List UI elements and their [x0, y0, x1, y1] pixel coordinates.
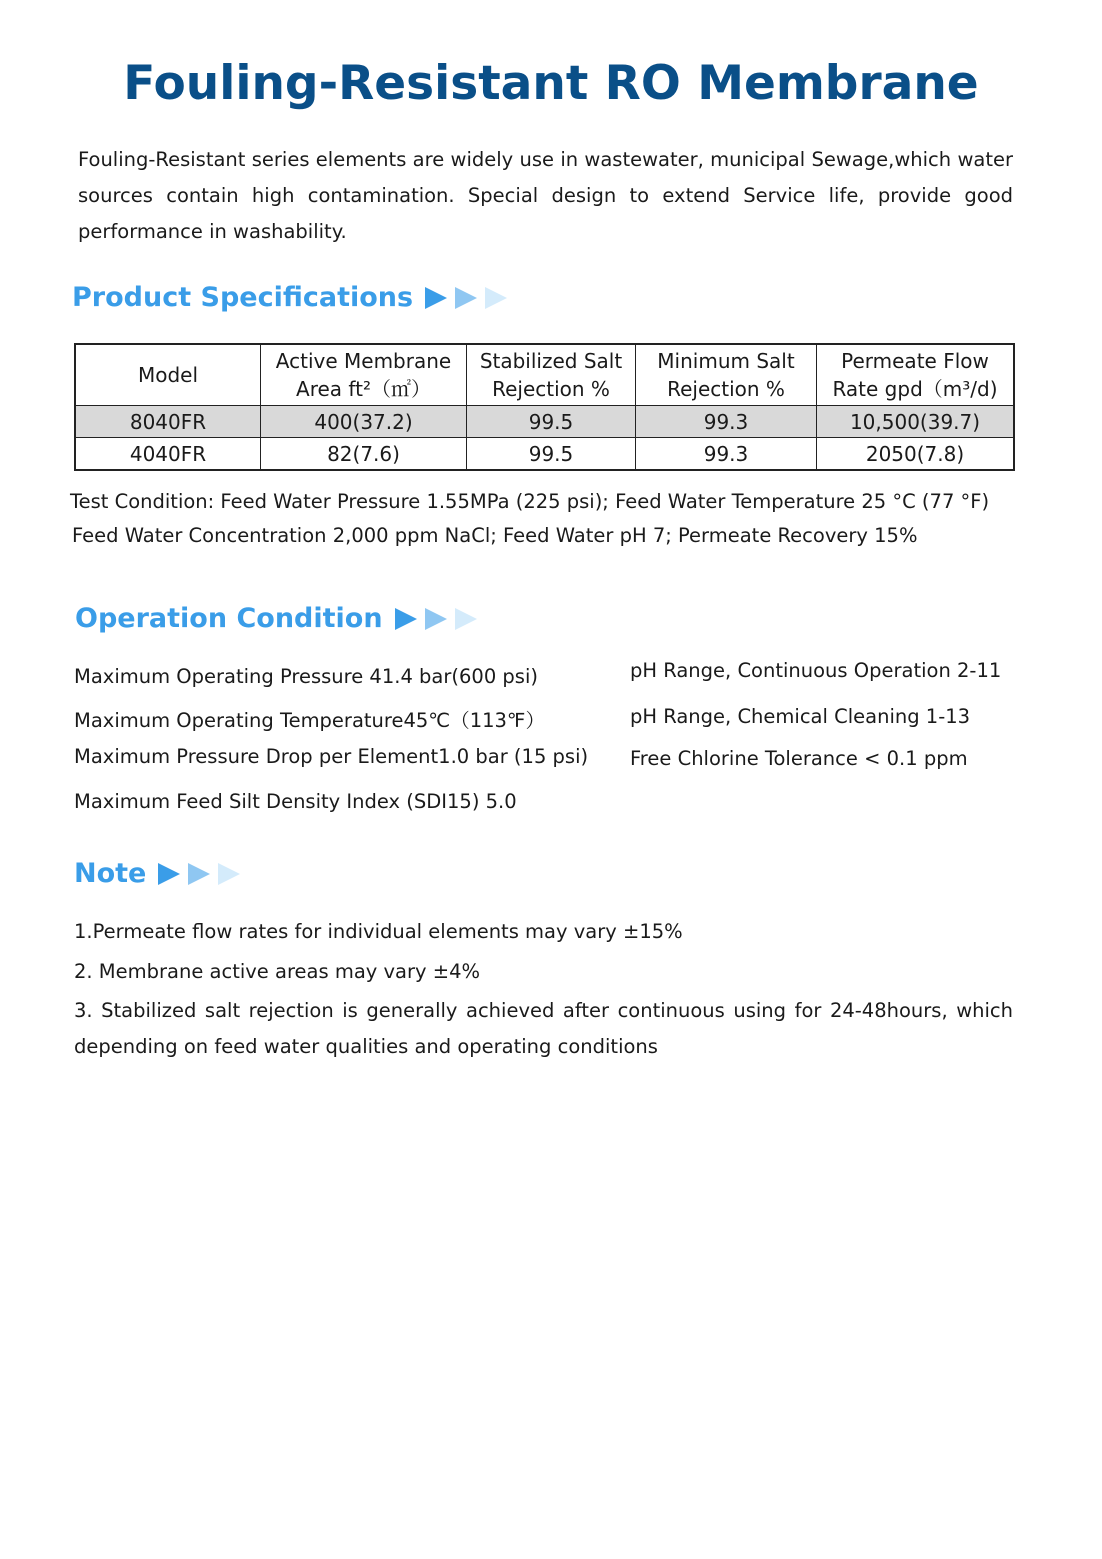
operation-heading [75, 603, 485, 634]
table-cell: 99.3 [636, 406, 817, 438]
page-title: Fouling-Resistant RO Membrane [123, 56, 979, 111]
spec-table [74, 343, 1015, 471]
operation-item: Maximum Operating Temperature45℃（113℉） [74, 709, 545, 732]
table-header: Active Membrane Area ft²（㎡） [261, 344, 467, 406]
table-cell: 82(7.6) [261, 438, 467, 471]
table-cell: 400(37.2) [261, 406, 467, 438]
note-item: 3. Stabilized salt rejection is generally achieved after continuous using for 24-48hours, which depending on feed water qualities and operating conditions [74, 999, 1013, 1058]
arrows-icon [425, 287, 515, 309]
operation-item: Maximum Operating Pressure 41.4 bar(600 psi) [74, 665, 538, 688]
operation-title: Operation Condition [75, 603, 383, 634]
product-specs-title: Product Specifications [72, 282, 414, 313]
table-header: Model [75, 344, 261, 406]
table-cell: 99.5 [467, 438, 636, 471]
note-item: 2. Membrane active areas may vary ±4% [74, 960, 481, 983]
arrows-icon [395, 608, 485, 630]
table-cell: 99.5 [467, 406, 636, 438]
arrows-icon [158, 863, 248, 885]
table-cell: 2050(7.8) [817, 438, 1015, 471]
test-condition-line1: Test Condition: Feed Water Pressure 1.55MPa (225 psi); Feed Water Temperature 25 °C (77 °F) [70, 490, 990, 513]
operation-item: Maximum Pressure Drop per Element1.0 bar (15 psi) [74, 745, 589, 768]
table-row [75, 406, 1014, 438]
operation-item: pH Range, Continuous Operation 2-11 [630, 659, 1002, 682]
note-item: 1.Permeate flow rates for individual elements may vary ±15% [74, 920, 683, 943]
test-condition-line2: Feed Water Concentration 2,000 ppm NaCl; Feed Water pH 7; Permeate Recovery 15% [72, 524, 918, 547]
table-cell: 4040FR [75, 438, 261, 471]
table-cell: 99.3 [636, 438, 817, 471]
operation-item: Maximum Feed Silt Density Index (SDI15) 5.0 [74, 790, 517, 813]
operation-item: Free Chlorine Tolerance < 0.1 ppm [630, 747, 968, 770]
table-header-row [75, 344, 1014, 406]
table-cell: 8040FR [75, 406, 261, 438]
table-header: Minimum Salt Rejection % [636, 344, 817, 406]
intro-paragraph: Fouling-Resistant series elements are widely use in wastewater, municipal Sewage,which water sources contain high contamination. Special design to extend Service life, provide good performance in washability. [78, 148, 1013, 243]
table-header: Permeate Flow Rate gpd（m³/d) [817, 344, 1015, 406]
table-row [75, 438, 1014, 471]
table-cell: 10,500(39.7) [817, 406, 1015, 438]
table-header: Stabilized Salt Rejection % [467, 344, 636, 406]
operation-item: pH Range, Chemical Cleaning 1-13 [630, 705, 971, 728]
note-heading [74, 858, 248, 889]
note-title: Note [74, 858, 147, 889]
product-specs-heading [72, 282, 515, 313]
